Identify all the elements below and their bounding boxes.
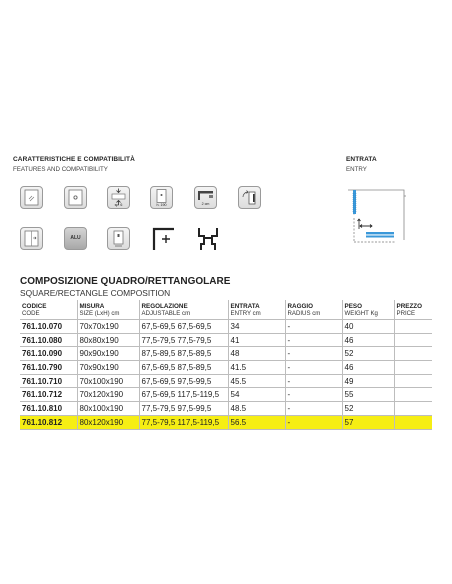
- header-adjustable: REGOLAZIONE ADJUSTABLE cm: [139, 300, 228, 320]
- cell-weight: 40: [342, 320, 394, 334]
- table-row: [20, 388, 432, 402]
- aluminium-icon: [64, 227, 87, 250]
- height-icon: [150, 186, 173, 209]
- entry-title: ENTRATA: [346, 156, 377, 163]
- cell-entry: 41.5: [228, 361, 285, 375]
- cell-entry: 41: [228, 333, 285, 347]
- table-row: [20, 402, 432, 416]
- corner-composition-icon: [152, 227, 176, 251]
- cell-radius: -: [285, 333, 342, 347]
- table-row: [20, 347, 432, 361]
- cell-code: 761.10.812: [20, 415, 77, 429]
- table-row: [20, 361, 432, 375]
- cell-price: [394, 374, 432, 388]
- clean-glass-icon: [64, 186, 87, 209]
- table-row-highlighted: [20, 415, 432, 429]
- cell-price: [394, 402, 432, 416]
- header-radius: RAGGIO RADIUS cm: [285, 300, 342, 320]
- cell-weight: 46: [342, 361, 394, 375]
- cell-price: [394, 415, 432, 429]
- cell-weight: 57: [342, 415, 394, 429]
- cell-size: 70x70x190: [77, 320, 139, 334]
- cell-adjustable: 77,5-79,5 117,5-119,5: [139, 415, 228, 429]
- cell-code: 761.10.090: [20, 347, 77, 361]
- cell-adjustable: 67,5-69,5 117,5-119,5: [139, 388, 228, 402]
- cell-adjustable: 77,5-79,5 77,5-79,5: [139, 333, 228, 347]
- cell-code: 761.10.790: [20, 361, 77, 375]
- cell-radius: -: [285, 374, 342, 388]
- table-row: [20, 320, 432, 334]
- header-code: CODICE CODE: [20, 300, 77, 320]
- cell-price: [394, 361, 432, 375]
- cell-radius: -: [285, 320, 342, 334]
- cell-entry: 48: [228, 347, 285, 361]
- cell-code: 761.10.080: [20, 333, 77, 347]
- cell-adjustable: 67,5-69,5 87,5-89,5: [139, 361, 228, 375]
- cell-code: 761.10.070: [20, 320, 77, 334]
- cell-radius: -: [285, 402, 342, 416]
- cell-weight: 52: [342, 347, 394, 361]
- glass-thickness-icon: [107, 186, 130, 209]
- cell-radius: -: [285, 361, 342, 375]
- cell-entry: 48.5: [228, 402, 285, 416]
- cell-size: 80x100x190: [77, 402, 139, 416]
- cell-size: 80x120x190: [77, 415, 139, 429]
- cell-entry: 45.5: [228, 374, 285, 388]
- cell-entry: 56.5: [228, 415, 285, 429]
- adjustment-icon: [194, 186, 217, 209]
- composition-table: [20, 300, 432, 430]
- header-entry: ENTRATA ENTRY cm: [228, 300, 285, 320]
- adjustment-label: 2 cm: [201, 202, 210, 206]
- table-row: [20, 374, 432, 388]
- header-size: MISURA SIZE (LxH) cm: [77, 300, 139, 320]
- handle-icon: [107, 227, 130, 250]
- cell-weight: 49: [342, 374, 394, 388]
- entry-diagram: [346, 188, 406, 246]
- cell-code: 761.10.712: [20, 388, 77, 402]
- entry-subtitle: ENTRY: [346, 166, 367, 173]
- cell-code: 761.10.810: [20, 402, 77, 416]
- cell-price: [394, 347, 432, 361]
- composition-subtitle: SQUARE/RECTANGLE COMPOSITION: [20, 288, 171, 298]
- cell-weight: 46: [342, 333, 394, 347]
- header-price: PREZZO PRICE: [394, 300, 432, 320]
- cell-price: [394, 388, 432, 402]
- glass-panel-icon: [20, 186, 43, 209]
- cell-radius: -: [285, 388, 342, 402]
- cell-adjustable: 67,5-69,5 67,5-69,5: [139, 320, 228, 334]
- cell-code: 761.10.710: [20, 374, 77, 388]
- cell-adjustable: 87,5-89,5 87,5-89,5: [139, 347, 228, 361]
- cell-entry: 34: [228, 320, 285, 334]
- cell-radius: -: [285, 347, 342, 361]
- cell-price: [394, 333, 432, 347]
- aluminium-label: ALU: [70, 235, 81, 241]
- cell-entry: 54: [228, 388, 285, 402]
- cell-size: 80x80x190: [77, 333, 139, 347]
- thickness-label: sp. 6: [114, 203, 123, 207]
- reversible-icon: [238, 186, 261, 209]
- cell-weight: 55: [342, 388, 394, 402]
- profile-section-icon: [196, 226, 220, 252]
- cell-adjustable: 77,5-79,5 97,5-99,5: [139, 402, 228, 416]
- cell-size: 70x120x190: [77, 388, 139, 402]
- height-label: h. 190: [156, 203, 167, 207]
- cell-size: 70x100x190: [77, 374, 139, 388]
- cell-radius: -: [285, 415, 342, 429]
- cell-weight: 52: [342, 402, 394, 416]
- composition-title: COMPOSIZIONE QUADRO/RETTANGOLARE: [20, 276, 231, 287]
- cell-size: 70x90x190: [77, 361, 139, 375]
- table-row: [20, 333, 432, 347]
- features-subtitle: FEATURES AND COMPATIBILITY: [13, 166, 108, 173]
- sliding-door-icon: [20, 227, 43, 250]
- table-header-row: [20, 300, 432, 320]
- cell-price: [394, 320, 432, 334]
- cell-size: 90x90x190: [77, 347, 139, 361]
- cell-adjustable: 67,5-69,5 97,5-99,5: [139, 374, 228, 388]
- features-title: CARATTERISTICHE E COMPATIBILITÀ: [13, 156, 135, 163]
- header-weight: PESO WEIGHT Kg: [342, 300, 394, 320]
